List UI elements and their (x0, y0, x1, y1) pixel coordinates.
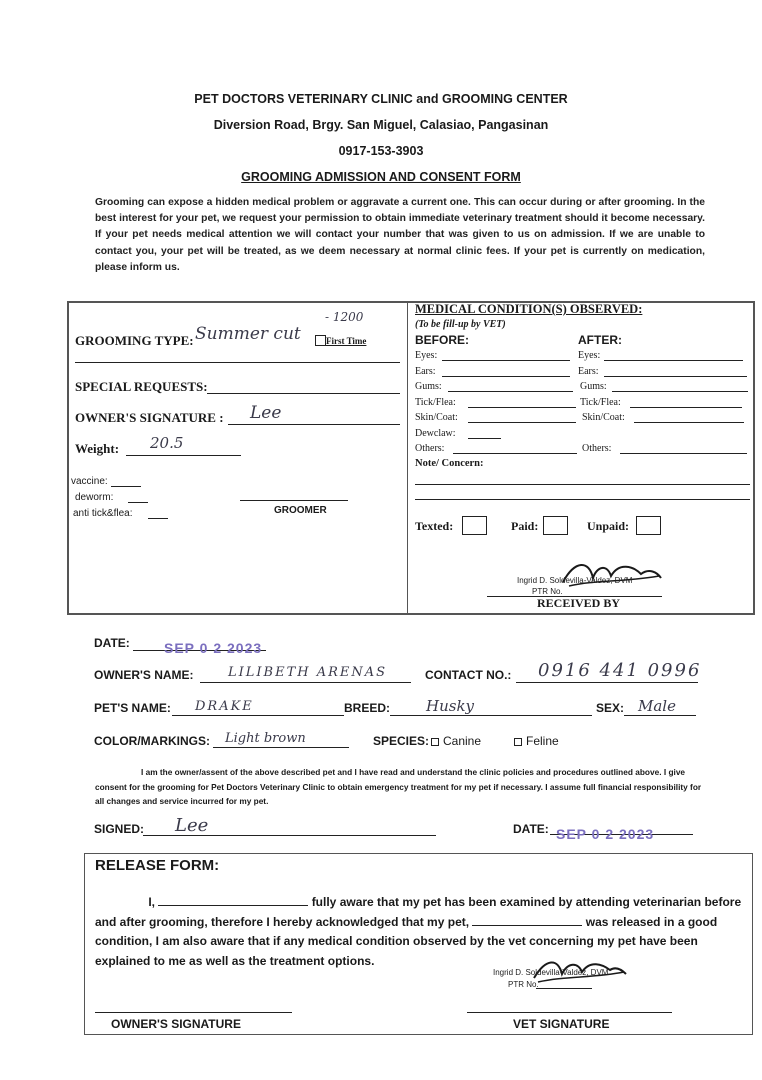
anti-tick-field[interactable] (148, 518, 168, 519)
release-ptr-line (536, 988, 592, 989)
before-gums-label: Gums: (415, 381, 442, 392)
owner-signature-label: OWNER'S SIGNATURE : (75, 410, 224, 425)
groomer-signature-line (240, 500, 348, 501)
signed-value[interactable]: Lee (175, 815, 209, 836)
release-text-1: I, (148, 895, 155, 909)
before-skin-label: Skin/Coat: (415, 412, 458, 423)
anti-tick-label: anti tick&flea: (73, 508, 133, 519)
before-skin-field[interactable] (468, 422, 576, 423)
release-vet-name: Ingrid D. Soldevilla-Valdez, DVM (493, 968, 609, 977)
date-stamp[interactable]: SEP 0 2 2023 (164, 640, 263, 656)
unpaid-label: Unpaid: (587, 519, 630, 533)
contact-label: CONTACT NO.: (425, 668, 512, 682)
contact-value[interactable]: 0916 441 0996 (538, 660, 702, 681)
received-ptr-label: PTR No. (532, 587, 563, 596)
note-label: Note/ Concern: (415, 458, 484, 469)
signed-date-stamp[interactable]: SEP 0 2 2023 (556, 826, 655, 842)
before-dewclaw-label: Dewclaw: (415, 428, 456, 439)
after-tick-label: Tick/Flea: (580, 397, 621, 408)
date-label: DATE: (94, 636, 130, 650)
grooming-type-value[interactable]: Summer cut (195, 324, 301, 344)
after-ears-field[interactable] (604, 376, 747, 377)
release-title: RELEASE FORM: (95, 857, 220, 874)
feline-checkbox[interactable] (514, 738, 522, 746)
texted-checkbox[interactable] (462, 516, 487, 535)
vet-signature-release-line[interactable] (467, 1012, 672, 1013)
release-ptr-label: PTR No. (508, 980, 539, 989)
panel-divider (407, 301, 408, 613)
deworm-field[interactable] (128, 502, 148, 503)
medical-title: MEDICAL CONDITION(S) OBSERVED: (415, 302, 643, 316)
pet-name-line (172, 715, 344, 716)
pet-name-value[interactable]: DRAKE (195, 699, 254, 714)
release-paragraph (95, 893, 745, 971)
after-others-field[interactable] (620, 453, 747, 454)
note-line-1[interactable] (415, 484, 750, 485)
clinic-address: Diversion Road, Brgy. San Miguel, Calasiao, Pangasinan (213, 118, 549, 132)
after-skin-field[interactable] (634, 422, 744, 423)
sex-label: SEX: (596, 701, 625, 715)
intro-paragraph: Grooming can expose a hidden medical problem or aggravate a current one. This can occur during or after grooming. In the best interest for your pet, we request your permission to obtain immediate veterinary treatment should it become necessary. If your pet needs medical attention we will contact your number that was given to us on admission. If we are unable to contact you, your pet will be treated, as we deem necessary at normal clinic fees. If your pet is currently on medication, please inform us. (95, 197, 705, 273)
signed-label: SIGNED: (94, 822, 145, 836)
after-gums-label: Gums: (580, 381, 607, 392)
vet-signature-release-label: VET SIGNATURE (513, 1017, 610, 1031)
grooming-type-label: GROOMING TYPE: (75, 333, 194, 348)
paid-checkbox[interactable] (543, 516, 568, 535)
owner-name-label: OWNER'S NAME: (94, 668, 194, 682)
before-others-label: Others: (415, 443, 445, 454)
texted-label: Texted: (415, 519, 454, 533)
feline-label: Feline (526, 734, 559, 748)
owner-signature-release-label: OWNER'S SIGNATURE (111, 1017, 241, 1031)
weight-label: Weight: (75, 441, 120, 456)
release-owner-field[interactable] (158, 893, 308, 906)
breed-line (390, 715, 592, 716)
color-label: COLOR/MARKINGS: (94, 734, 210, 748)
deworm-label: deworm: (75, 492, 114, 503)
canine-checkbox[interactable] (431, 738, 439, 746)
release-text-3: was released in a good condition, I am also aware that if any medical condition observed by the vet concerning my pet have been explained to me as well as the treatment options. (95, 914, 718, 968)
owner-name-line (200, 682, 411, 683)
medical-subtitle: (To be fill-up by VET) (415, 319, 506, 330)
after-others-label: Others: (582, 443, 612, 454)
after-skin-label: Skin/Coat: (582, 412, 625, 423)
vaccine-field[interactable] (111, 486, 141, 487)
before-dewclaw-field[interactable] (468, 438, 501, 439)
after-gums-field[interactable] (612, 391, 748, 392)
before-eyes-field[interactable] (442, 360, 570, 361)
color-line (213, 747, 349, 748)
release-text-2: fully aware that my pet has been examined by attending veterinarian before and after grooming, therefore I hereby acknowledged that my pet, (95, 895, 742, 929)
contact-line (516, 682, 698, 683)
form-title: GROOMING ADMISSION AND CONSENT FORM (241, 170, 521, 184)
before-eyes-label: Eyes: (415, 350, 438, 361)
clinic-name: PET DOCTORS VETERINARY CLINIC and GROOMING CENTER (194, 92, 568, 106)
sex-line (624, 715, 696, 716)
clinic-phone: 0917-153-3903 (338, 144, 424, 158)
weight-line (126, 455, 241, 456)
weight-value[interactable]: 20.5 (150, 434, 184, 452)
first-time-label: First Time (326, 336, 367, 346)
pet-name-label: PET'S NAME: (94, 701, 171, 715)
unpaid-checkbox[interactable] (636, 516, 661, 535)
owner-name-value[interactable]: LILIBETH ARENAS (228, 665, 388, 680)
before-gums-field[interactable] (448, 391, 573, 392)
before-others-field[interactable] (453, 453, 577, 454)
sex-value[interactable]: Male (638, 697, 676, 715)
after-eyes-field[interactable] (604, 360, 743, 361)
groomer-label: GROOMER (274, 505, 327, 516)
special-requests-field[interactable] (207, 393, 400, 394)
after-eyes-label: Eyes: (578, 350, 601, 361)
before-tick-label: Tick/Flea: (415, 397, 456, 408)
received-by-label: RECEIVED BY (537, 596, 621, 610)
owner-signature-line (228, 424, 400, 425)
after-label: AFTER: (578, 333, 622, 347)
color-value[interactable]: Light brown (225, 731, 306, 746)
special-requests-label: SPECIAL REQUESTS: (75, 379, 208, 394)
signed-date-label: DATE: (513, 822, 549, 836)
consent-paragraph: I am the owner/assent of the above described pet and I have read and understand the clinic policies and procedures outlined above. I give consent for the grooming for Pet Doctors Veterinary Clinic to obtain emergency treatment for my pet if necessary. I assume full financial responsibility for all changes and service incurred for my pet. (95, 767, 702, 806)
owner-signature-release-line[interactable] (95, 1012, 292, 1013)
paid-label: Paid: (511, 519, 539, 533)
after-ears-label: Ears: (578, 366, 599, 377)
first-time-checkbox[interactable] (315, 335, 326, 346)
release-pet-field[interactable] (472, 913, 582, 926)
note-line-2[interactable] (415, 499, 750, 500)
breed-value[interactable]: Husky (426, 697, 475, 715)
species-label: SPECIES: (373, 734, 430, 748)
owner-signature-value[interactable]: Lee (250, 403, 282, 423)
before-ears-field[interactable] (442, 376, 570, 377)
before-ears-label: Ears: (415, 366, 436, 377)
grooming-type-line (75, 362, 400, 363)
after-tick-field[interactable] (630, 407, 742, 408)
before-label: BEFORE: (415, 333, 469, 347)
canine-label: Canine (443, 734, 482, 748)
vaccine-label: vaccine: (71, 476, 108, 487)
breed-label: BREED: (344, 701, 391, 715)
received-vet-name: Ingrid D. Soldevilla-Valdez, DVM (517, 576, 633, 585)
grooming-price: - 1200 (325, 310, 364, 324)
before-tick-field[interactable] (468, 407, 576, 408)
